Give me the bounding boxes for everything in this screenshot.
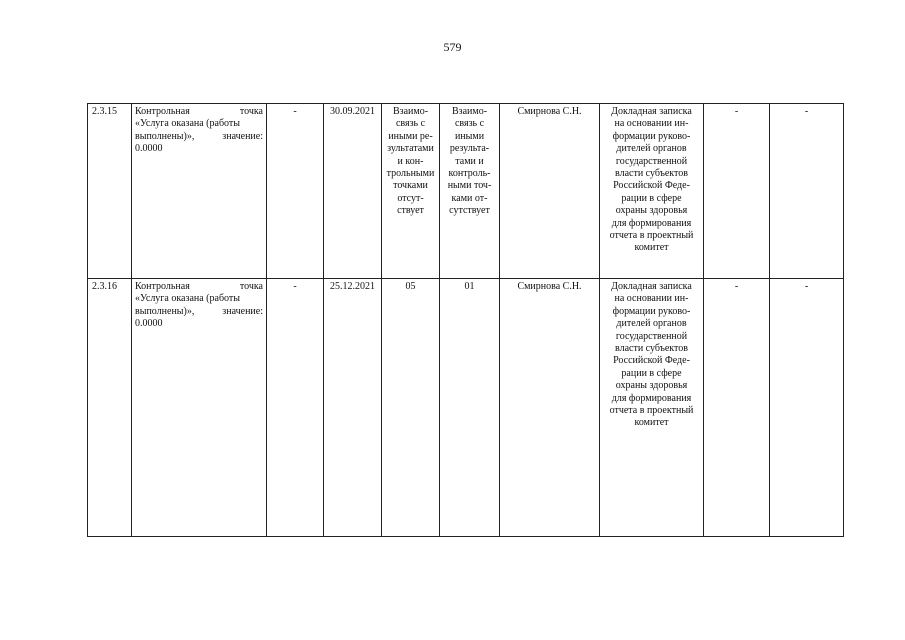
successor-cell xyxy=(440,104,500,279)
level-cell xyxy=(704,279,770,537)
control-point-name-cell xyxy=(132,104,267,279)
successor-text: контроль- xyxy=(448,168,491,180)
predecessor-text: 05 xyxy=(405,281,416,292)
document-text: на основании ин- xyxy=(614,118,689,130)
document-text: для формирования xyxy=(611,217,692,229)
start-date-cell xyxy=(267,279,324,537)
name-line: «Услуга оказана (работы xyxy=(135,118,240,130)
control-points-table xyxy=(87,103,844,537)
document-text: Российской Феде- xyxy=(613,355,690,367)
start-date-cell xyxy=(267,104,324,279)
document-text: Докладная записка xyxy=(611,106,692,117)
successor-text: иными xyxy=(454,130,485,142)
table-row xyxy=(88,104,844,279)
predecessor-text: точками xyxy=(393,180,428,192)
predecessor-text: Взаимо- xyxy=(392,106,429,117)
successor-text: сутствует xyxy=(449,205,490,217)
document-text: комитет xyxy=(634,417,669,429)
dash-value: - xyxy=(293,106,297,117)
end-date: 25.12.2021 xyxy=(330,281,375,292)
document-text: власти субъектов xyxy=(615,343,688,355)
predecessor-text: отсут- xyxy=(397,192,424,204)
document-text: рации в сфере xyxy=(621,192,682,204)
successor-text: тами и xyxy=(455,155,484,167)
item-number: 2.3.15 xyxy=(92,106,117,117)
control-type-cell xyxy=(770,104,844,279)
document-text: дителей органов xyxy=(616,318,687,330)
control-type-cell xyxy=(770,279,844,537)
page-number: 579 xyxy=(443,40,462,54)
successor-text: ками от- xyxy=(451,192,488,204)
level-cell xyxy=(704,104,770,279)
document-text: охраны здоровья xyxy=(615,205,688,217)
document-text: отчета в проектный xyxy=(609,230,694,242)
successor-text: 01 xyxy=(464,281,475,292)
document-text: рации в сфере xyxy=(621,367,682,379)
item-number-cell xyxy=(88,104,132,279)
dash-value: - xyxy=(293,281,297,292)
document-text: формации руково- xyxy=(612,130,691,142)
name-word: значение: xyxy=(222,130,263,142)
predecessor-text: иными ре- xyxy=(388,130,433,142)
predecessor-text: и кон- xyxy=(397,155,424,167)
responsible-person: Смирнова С.Н. xyxy=(517,281,582,292)
document-text: Докладная записка xyxy=(611,281,692,292)
name-value: 0.0000 xyxy=(135,318,163,330)
document-text: государственной xyxy=(615,330,688,342)
table-row xyxy=(88,279,844,537)
dash-value: - xyxy=(734,106,739,117)
responsible-cell xyxy=(500,279,600,537)
end-date: 30.09.2021 xyxy=(330,106,375,117)
name-word: Контрольная xyxy=(135,281,190,292)
predecessor-text: ствует xyxy=(397,205,424,217)
successor-text: результа- xyxy=(449,143,490,155)
name-word: точка xyxy=(239,106,263,117)
predecessor-cell xyxy=(382,104,440,279)
document-cell xyxy=(600,279,704,537)
dash-value: - xyxy=(804,106,809,117)
document-text: на основании ин- xyxy=(614,293,689,305)
name-word: выполнены)», xyxy=(135,305,195,317)
document-text: комитет xyxy=(634,242,669,254)
predecessor-text: трольными xyxy=(386,168,435,180)
name-word: точка xyxy=(239,281,263,292)
end-date-cell xyxy=(324,104,382,279)
responsible-person: Смирнова С.Н. xyxy=(517,106,582,117)
name-line: «Услуга оказана (работы xyxy=(135,293,240,305)
name-value: 0.0000 xyxy=(135,143,163,155)
dash-value: - xyxy=(804,281,809,292)
document-text: власти субъектов xyxy=(615,168,688,180)
control-point-name-cell xyxy=(132,279,267,537)
successor-text: связь с xyxy=(454,118,485,130)
document-text: для формирования xyxy=(611,392,692,404)
item-number: 2.3.16 xyxy=(92,281,117,292)
successor-text: Взаимо- xyxy=(451,106,488,117)
successor-cell xyxy=(440,279,500,537)
responsible-cell xyxy=(500,104,600,279)
dash-value: - xyxy=(734,281,739,292)
name-word: Контрольная xyxy=(135,106,190,117)
name-word: выполнены)», xyxy=(135,130,195,142)
document-cell xyxy=(600,104,704,279)
name-word: значение: xyxy=(222,305,263,317)
document-text: государственной xyxy=(615,155,688,167)
end-date-cell xyxy=(324,279,382,537)
successor-text: ными точ- xyxy=(447,180,492,192)
item-number-cell xyxy=(88,279,132,537)
document-text: дителей органов xyxy=(616,143,687,155)
predecessor-cell xyxy=(382,279,440,537)
predecessor-text: связь с xyxy=(395,118,426,130)
document-text: отчета в проектный xyxy=(609,405,694,417)
document-text: охраны здоровья xyxy=(615,380,688,392)
predecessor-text: зультатами xyxy=(387,143,434,155)
document-text: формации руково- xyxy=(612,305,691,317)
document-text: Российской Феде- xyxy=(613,180,690,192)
